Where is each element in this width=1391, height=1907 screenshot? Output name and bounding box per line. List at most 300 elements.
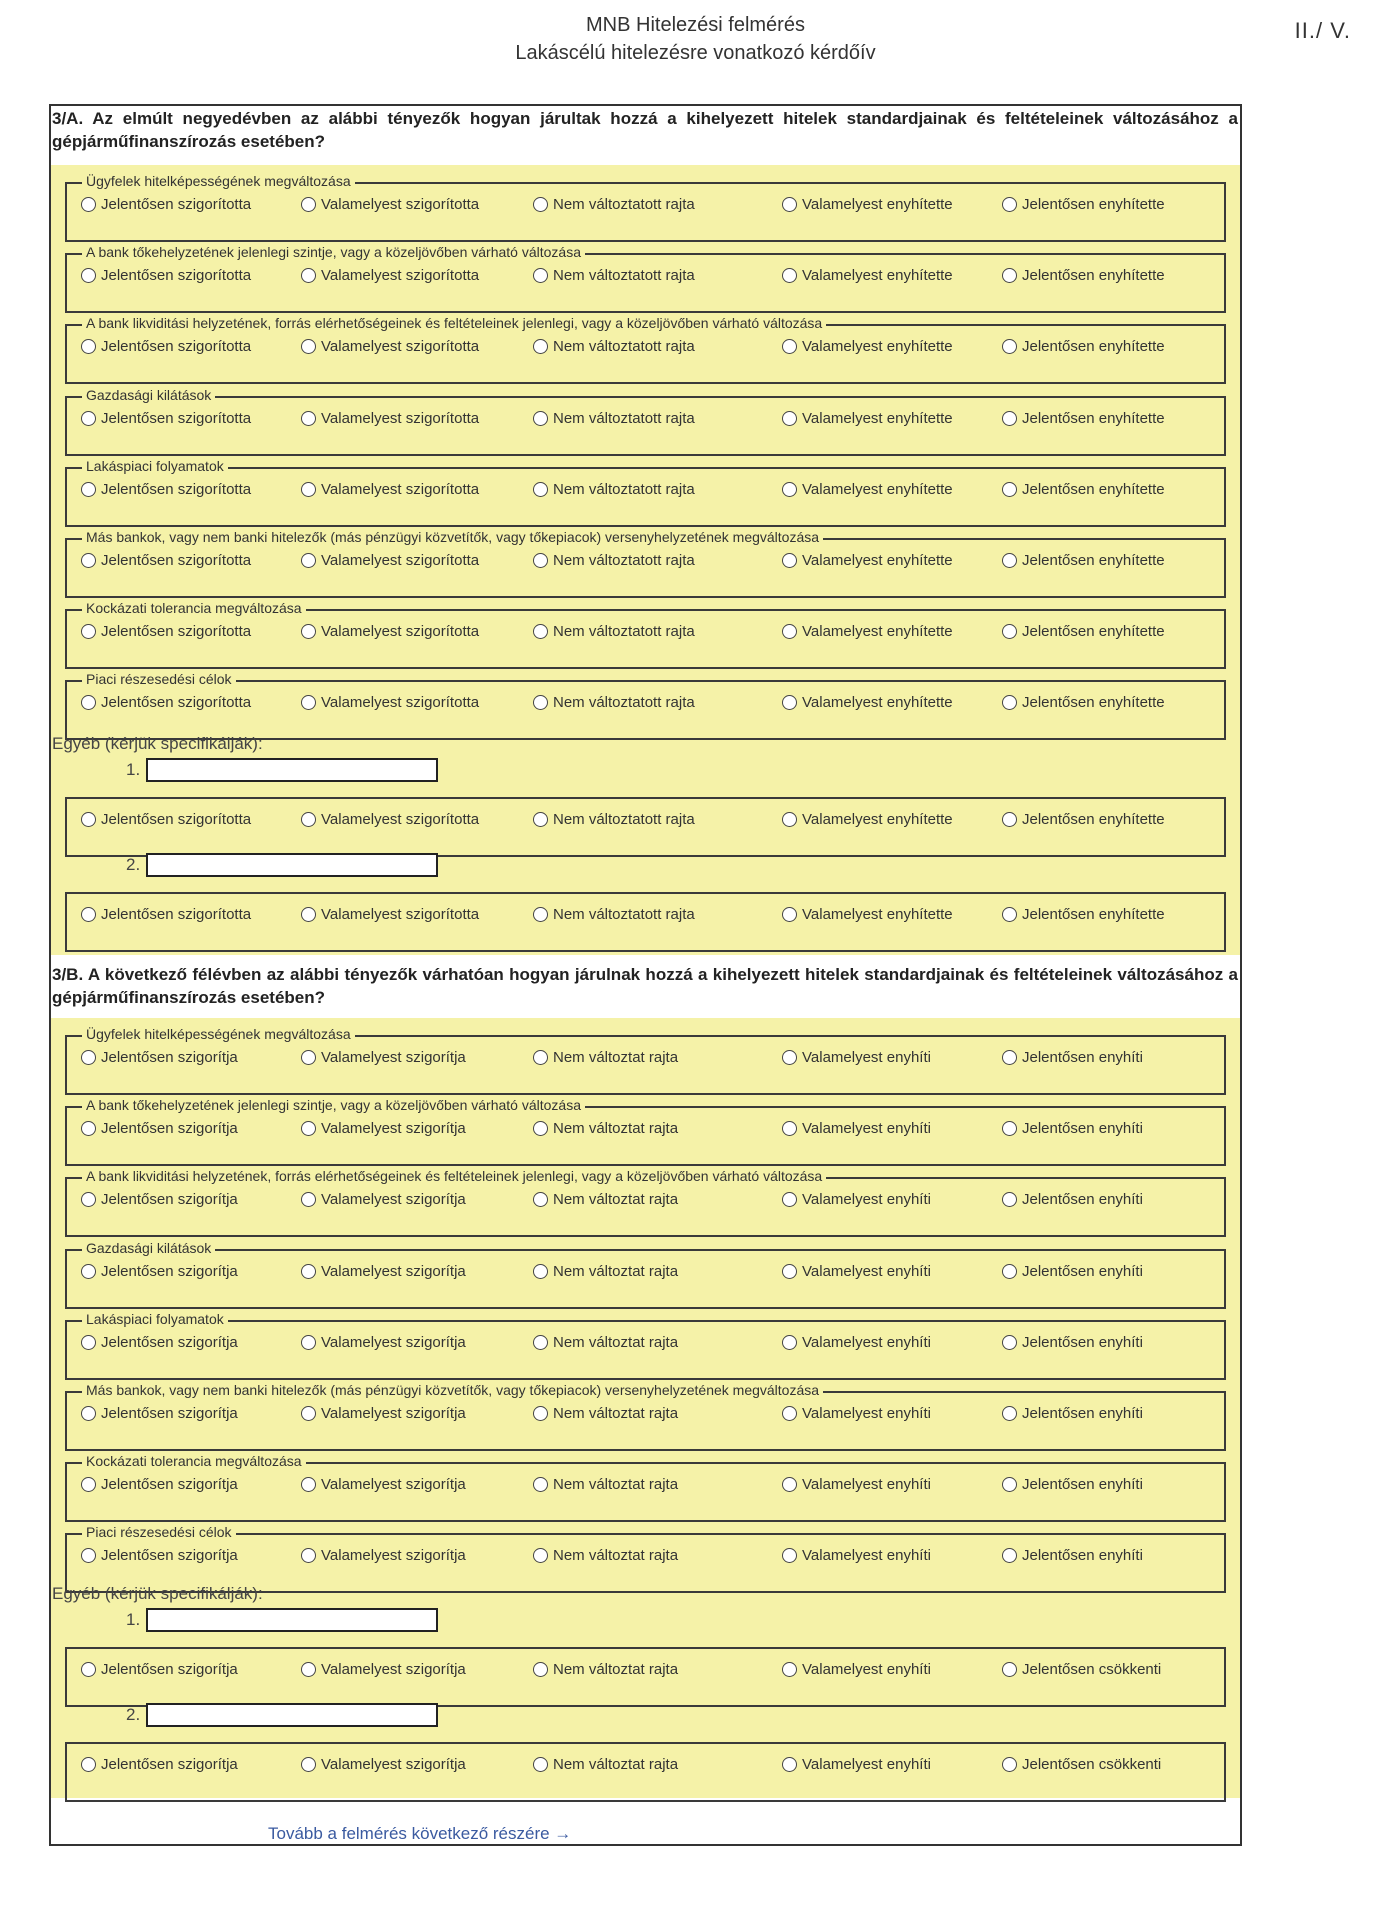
radio-option-label: Jelentősen enyhítette	[1022, 623, 1165, 640]
radio-button[interactable]	[301, 907, 316, 922]
radio-option-3[interactable]	[782, 1756, 931, 1773]
radio-option-1[interactable]	[301, 623, 479, 640]
radio-option-label: Nem változtatott rajta	[553, 196, 695, 213]
radio-button[interactable]	[1002, 197, 1017, 212]
factor-fieldset-a-3	[65, 387, 1226, 456]
factor-fieldset-a-other-2	[65, 892, 1226, 952]
radio-button[interactable]	[1002, 1548, 1017, 1563]
radio-button[interactable]	[533, 1757, 548, 1772]
radio-option-0[interactable]	[81, 1756, 238, 1773]
radio-button[interactable]	[782, 624, 797, 639]
radio-button[interactable]	[782, 1548, 797, 1563]
radio-button[interactable]	[301, 1662, 316, 1677]
radio-option-label: Jelentősen enyhíti	[1022, 1547, 1143, 1564]
radio-option-0[interactable]	[81, 481, 251, 498]
radio-button[interactable]	[1002, 624, 1017, 639]
radio-option-label: Valamelyest enyhíti	[802, 1263, 931, 1280]
radio-option-label: Jelentősen enyhítette	[1022, 338, 1165, 355]
radio-option-1[interactable]	[301, 1334, 466, 1351]
radio-button[interactable]	[1002, 1192, 1017, 1207]
radio-button[interactable]	[1002, 1406, 1017, 1421]
radio-option-2[interactable]	[533, 1405, 678, 1422]
radio-button[interactable]	[81, 1757, 96, 1772]
radio-button[interactable]	[533, 1121, 548, 1136]
radio-option-1[interactable]	[301, 1263, 466, 1280]
page-number: II./ V.	[1294, 18, 1351, 43]
radio-button[interactable]	[533, 812, 548, 827]
radio-option-3[interactable]	[782, 267, 953, 284]
radio-button[interactable]	[81, 1477, 96, 1492]
radio-option-0[interactable]	[81, 1263, 238, 1280]
radio-option-2[interactable]	[533, 481, 695, 498]
radio-option-label: Jelentősen szigorítja	[101, 1334, 238, 1351]
radio-option-3[interactable]	[782, 811, 953, 828]
radio-option-label: Jelentősen enyhítette	[1022, 811, 1165, 828]
radio-option-label: Valamelyest szigorítja	[321, 1661, 466, 1678]
radio-button[interactable]	[301, 1406, 316, 1421]
radio-option-2[interactable]	[533, 1263, 678, 1280]
radio-option-3[interactable]	[782, 481, 953, 498]
other-2-input-3b[interactable]	[146, 1703, 438, 1727]
radio-option-1[interactable]	[301, 1049, 466, 1066]
radio-button[interactable]	[533, 268, 548, 283]
radio-option-label: Valamelyest enyhítette	[802, 338, 953, 355]
radio-option-0[interactable]	[81, 267, 251, 284]
radio-option-1[interactable]	[301, 1191, 466, 1208]
radio-option-2[interactable]	[533, 267, 695, 284]
radio-option-0[interactable]	[81, 1476, 238, 1493]
radio-option-3[interactable]	[782, 1263, 931, 1280]
radio-button[interactable]	[301, 339, 316, 354]
radio-option-label: Nem változtatott rajta	[553, 552, 695, 569]
radio-option-label: Valamelyest enyhítette	[802, 623, 953, 640]
radio-option-0[interactable]	[81, 1405, 238, 1422]
radio-option-label: Valamelyest enyhíti	[802, 1547, 931, 1564]
factor-label: A bank tőkehelyzetének jelenlegi szintje, vagy a közeljövőben várható változása	[82, 244, 585, 260]
radio-option-4[interactable]	[1002, 338, 1165, 355]
radio-button[interactable]	[81, 1192, 96, 1207]
other-2-label-3a: 2.	[126, 855, 141, 874]
radio-option-3[interactable]	[782, 623, 953, 640]
radio-button[interactable]	[533, 1050, 548, 1065]
radio-option-4[interactable]	[1002, 410, 1165, 427]
radio-button[interactable]	[1002, 1662, 1017, 1677]
radio-option-2[interactable]	[533, 906, 695, 923]
radio-button[interactable]	[301, 695, 316, 710]
radio-option-4[interactable]	[1002, 552, 1165, 569]
radio-button[interactable]	[782, 1192, 797, 1207]
radio-option-4[interactable]	[1002, 811, 1165, 828]
radio-option-label: Nem változtatott rajta	[553, 481, 695, 498]
radio-button[interactable]	[533, 1662, 548, 1677]
radio-button[interactable]	[301, 1477, 316, 1492]
radio-button[interactable]	[1002, 1757, 1017, 1772]
radio-button[interactable]	[1002, 1050, 1017, 1065]
radio-button[interactable]	[782, 553, 797, 568]
radio-option-label: Valamelyest enyhítette	[802, 906, 953, 923]
radio-button[interactable]	[782, 268, 797, 283]
radio-option-2[interactable]	[533, 694, 695, 711]
radio-option-1[interactable]	[301, 906, 479, 923]
radio-button[interactable]	[81, 1050, 96, 1065]
factor-fieldset-b-2	[65, 1168, 1226, 1237]
radio-button[interactable]	[301, 411, 316, 426]
radio-button[interactable]	[782, 1406, 797, 1421]
radio-option-4[interactable]	[1002, 1547, 1143, 1564]
factor-fieldset-a-other-1	[65, 797, 1226, 857]
factor-label: Ügyfelek hitelképességének megváltozása	[82, 173, 355, 189]
question-3a-title: 3/A. Az elmúlt negyedévben az alábbi tényezők hogyan járultak hozzá a kihelyezett hitelek standardjainak és feltételeinek változásához a gépjárműfinanszírozás esetében?	[52, 109, 1238, 151]
radio-option-label: Nem változtatott rajta	[553, 694, 695, 711]
survey-title: MNB Hitelezési felmérés	[586, 14, 805, 36]
radio-button[interactable]	[782, 1757, 797, 1772]
factor-fieldset-b-4	[65, 1311, 1226, 1380]
radio-option-2[interactable]	[533, 1476, 678, 1493]
radio-option-4[interactable]	[1002, 1334, 1143, 1351]
radio-button[interactable]	[81, 1121, 96, 1136]
radio-option-label: Nem változtatott rajta	[553, 338, 695, 355]
factor-fieldset-a-4	[65, 458, 1226, 527]
factor-fieldset-b-3	[65, 1240, 1226, 1309]
radio-option-4[interactable]	[1002, 1191, 1143, 1208]
other-label-3a: Egyéb (kérjük specifikálják):	[52, 734, 263, 753]
radio-option-label: Jelentősen enyhítette	[1022, 410, 1165, 427]
radio-option-1[interactable]	[301, 694, 479, 711]
radio-option-1[interactable]	[301, 1756, 466, 1773]
radio-option-2[interactable]	[533, 623, 695, 640]
next-section-link[interactable]: Tovább a felmérés következő részére →	[268, 1824, 572, 1843]
radio-button[interactable]	[1002, 907, 1017, 922]
radio-button[interactable]	[533, 339, 548, 354]
radio-button[interactable]	[301, 553, 316, 568]
factor-label: Más bankok, vagy nem banki hitelezők (más pénzügyi közvetítők, vagy tőkepiacok) versenyhelyzetének megváltozása	[82, 1382, 823, 1398]
radio-option-0[interactable]	[81, 1049, 238, 1066]
radio-button[interactable]	[1002, 812, 1017, 827]
radio-button[interactable]	[1002, 695, 1017, 710]
radio-option-label: Valamelyest enyhíti	[802, 1191, 931, 1208]
radio-button[interactable]	[1002, 1477, 1017, 1492]
radio-option-1[interactable]	[301, 196, 479, 213]
radio-button[interactable]	[81, 695, 96, 710]
radio-option-2[interactable]	[533, 1756, 678, 1773]
radio-option-label: Jelentősen szigorította	[101, 196, 252, 213]
radio-button[interactable]	[1002, 268, 1017, 283]
radio-option-4[interactable]	[1002, 1661, 1161, 1678]
radio-option-label: Valamelyest szigorítja	[321, 1120, 466, 1137]
radio-button[interactable]	[533, 1406, 548, 1421]
radio-option-0[interactable]	[81, 906, 251, 923]
radio-option-4[interactable]	[1002, 1263, 1143, 1280]
radio-option-label: Nem változtatott rajta	[553, 811, 695, 828]
radio-option-label: Valamelyest szigorítja	[321, 1756, 466, 1773]
radio-option-label: Jelentősen enyhíti	[1022, 1476, 1143, 1493]
radio-option-0[interactable]	[81, 410, 251, 427]
radio-option-label: Valamelyest enyhíti	[802, 1049, 931, 1066]
radio-option-4[interactable]	[1002, 1476, 1143, 1493]
radio-button[interactable]	[81, 411, 96, 426]
radio-option-0[interactable]	[81, 811, 251, 828]
radio-option-3[interactable]	[782, 552, 953, 569]
radio-option-3[interactable]	[782, 694, 953, 711]
radio-option-label: Nem változtat rajta	[553, 1334, 679, 1351]
radio-option-3[interactable]	[782, 1405, 931, 1422]
radio-button[interactable]	[81, 812, 96, 827]
radio-button[interactable]	[533, 1477, 548, 1492]
radio-button[interactable]	[533, 1335, 548, 1350]
radio-option-3[interactable]	[782, 906, 953, 923]
radio-button[interactable]	[1002, 1335, 1017, 1350]
radio-option-label: Jelentősen enyhítette	[1022, 552, 1165, 569]
radio-option-label: Valamelyest szigorítja	[321, 1049, 466, 1066]
radio-option-label: Valamelyest szigorította	[321, 196, 480, 213]
radio-option-2[interactable]	[533, 1191, 678, 1208]
radio-option-0[interactable]	[81, 552, 251, 569]
radio-button[interactable]	[533, 1264, 548, 1279]
radio-option-label: Valamelyest szigorította	[321, 267, 480, 284]
radio-button[interactable]	[1002, 339, 1017, 354]
radio-button[interactable]	[301, 1757, 316, 1772]
radio-button[interactable]	[1002, 411, 1017, 426]
radio-option-label: Nem változtat rajta	[553, 1547, 679, 1564]
radio-option-0[interactable]	[81, 196, 251, 213]
radio-button[interactable]	[301, 1335, 316, 1350]
radio-option-label: Valamelyest enyhítette	[802, 410, 953, 427]
radio-option-3[interactable]	[782, 1476, 931, 1493]
other-1-label-3a: 1.	[126, 760, 141, 779]
radio-option-label: Valamelyest enyhítette	[802, 811, 953, 828]
radio-option-1[interactable]	[301, 552, 479, 569]
radio-option-4[interactable]	[1002, 623, 1165, 640]
factor-label: Piaci részesedési célok	[82, 671, 236, 687]
radio-button[interactable]	[533, 482, 548, 497]
radio-option-label: Nem változtatott rajta	[553, 410, 695, 427]
radio-option-label: Nem változtat rajta	[553, 1405, 679, 1422]
radio-option-1[interactable]	[301, 1405, 466, 1422]
factor-fieldset-a-1	[65, 244, 1226, 313]
radio-option-4[interactable]	[1002, 906, 1165, 923]
radio-button[interactable]	[81, 339, 96, 354]
radio-option-label: Jelentősen enyhítette	[1022, 267, 1165, 284]
radio-option-0[interactable]	[81, 1334, 238, 1351]
radio-option-2[interactable]	[533, 1120, 678, 1137]
radio-button[interactable]	[81, 1406, 96, 1421]
radio-option-label: Nem változtat rajta	[553, 1476, 679, 1493]
other-2-input-3a[interactable]	[146, 853, 438, 877]
radio-button[interactable]	[533, 695, 548, 710]
radio-button[interactable]	[1002, 553, 1017, 568]
radio-option-1[interactable]	[301, 481, 479, 498]
radio-button[interactable]	[1002, 1264, 1017, 1279]
radio-option-label: Jelentősen enyhítette	[1022, 481, 1165, 498]
factor-label: Kockázati tolerancia megváltozása	[82, 600, 306, 616]
radio-option-0[interactable]	[81, 694, 251, 711]
question-3b-title: 3/B. A következő félévben az alábbi tényezők várhatóan hogyan járulnak hozzá a kihelyezett hitelek standardjainak és feltételeinek változásához a gépjárműfinanszírozás esetében?	[52, 965, 1238, 1007]
radio-option-0[interactable]	[81, 338, 251, 355]
radio-option-label: Valamelyest szigorítja	[321, 1405, 466, 1422]
radio-button[interactable]	[533, 907, 548, 922]
radio-option-2[interactable]	[533, 1547, 678, 1564]
radio-option-2[interactable]	[533, 410, 695, 427]
radio-button[interactable]	[533, 411, 548, 426]
radio-option-0[interactable]	[81, 1547, 238, 1564]
radio-option-label: Valamelyest szigorította	[321, 552, 480, 569]
radio-button[interactable]	[301, 624, 316, 639]
radio-option-label: Jelentősen szigorítja	[101, 1191, 238, 1208]
radio-option-label: Jelentősen szigorítja	[101, 1263, 238, 1280]
factor-label: Más bankok, vagy nem banki hitelezők (más pénzügyi közvetítők, vagy tőkepiacok) versenyhelyzetének megváltozása	[82, 529, 823, 545]
survey-subtitle: Lakáscélú hitelezésre vonatkozó kérdőív	[515, 42, 876, 64]
radio-option-3[interactable]	[782, 338, 953, 355]
radio-button[interactable]	[782, 1335, 797, 1350]
radio-option-label: Valamelyest enyhíti	[802, 1756, 931, 1773]
radio-option-label: Jelentősen szigorítja	[101, 1756, 238, 1773]
radio-option-4[interactable]	[1002, 1756, 1161, 1773]
radio-option-4[interactable]	[1002, 267, 1165, 284]
factor-fieldset-a-7	[65, 671, 1226, 740]
radio-option-1[interactable]	[301, 410, 479, 427]
radio-button[interactable]	[533, 624, 548, 639]
factor-label: Lakáspiaci folyamatok	[82, 1311, 228, 1327]
radio-option-label: Valamelyest szigorította	[321, 338, 480, 355]
radio-option-label: Jelentősen szigorította	[101, 481, 252, 498]
factor-label: A bank likviditási helyzetének, forrás elérhetőségeinek és feltételeinek jelenlegi, vagy a közeljövőben várható változása	[82, 315, 826, 331]
radio-option-1[interactable]	[301, 1476, 466, 1493]
radio-option-2[interactable]	[533, 338, 695, 355]
radio-option-4[interactable]	[1002, 694, 1165, 711]
radio-option-2[interactable]	[533, 196, 695, 213]
radio-option-1[interactable]	[301, 1547, 466, 1564]
radio-button[interactable]	[81, 624, 96, 639]
radio-option-label: Valamelyest szigorítja	[321, 1476, 466, 1493]
radio-button[interactable]	[301, 268, 316, 283]
other-label-3b: Egyéb (kérjük specifikálják):	[52, 1584, 263, 1603]
radio-button[interactable]	[533, 553, 548, 568]
factor-fieldset-b-5	[65, 1382, 1226, 1451]
radio-button[interactable]	[81, 268, 96, 283]
radio-button[interactable]	[1002, 1121, 1017, 1136]
radio-option-label: Jelentősen szigorítja	[101, 1405, 238, 1422]
radio-option-4[interactable]	[1002, 1120, 1143, 1137]
radio-option-label: Jelentősen enyhíti	[1022, 1049, 1143, 1066]
factor-fieldset-b-1	[65, 1097, 1226, 1166]
radio-button[interactable]	[782, 812, 797, 827]
radio-option-1[interactable]	[301, 267, 479, 284]
factor-label: Piaci részesedési célok	[82, 1524, 236, 1540]
radio-option-label: Valamelyest enyhíti	[802, 1334, 931, 1351]
factor-label: A bank likviditási helyzetének, forrás elérhetőségeinek és feltételeinek jelenlegi, vagy a közeljövőben várható változása	[82, 1168, 826, 1184]
radio-option-label: Jelentősen enyhítette	[1022, 906, 1165, 923]
radio-option-2[interactable]	[533, 811, 695, 828]
radio-option-1[interactable]	[301, 338, 479, 355]
radio-option-3[interactable]	[782, 410, 953, 427]
radio-button[interactable]	[81, 1264, 96, 1279]
radio-option-label: Jelentősen szigorította	[101, 267, 252, 284]
radio-option-4[interactable]	[1002, 1405, 1143, 1422]
radio-option-3[interactable]	[782, 1191, 931, 1208]
radio-button[interactable]	[301, 1264, 316, 1279]
radio-button[interactable]	[782, 1121, 797, 1136]
radio-option-0[interactable]	[81, 1661, 238, 1678]
radio-option-2[interactable]	[533, 1049, 678, 1066]
radio-button[interactable]	[301, 1050, 316, 1065]
radio-button[interactable]	[782, 411, 797, 426]
radio-button[interactable]	[81, 907, 96, 922]
radio-option-label: Nem változtatott rajta	[553, 623, 695, 640]
radio-button[interactable]	[301, 812, 316, 827]
radio-option-label: Nem változtat rajta	[553, 1756, 679, 1773]
radio-option-4[interactable]	[1002, 1049, 1143, 1066]
radio-button[interactable]	[782, 482, 797, 497]
radio-option-3[interactable]	[782, 1547, 931, 1564]
radio-option-3[interactable]	[782, 1661, 931, 1678]
radio-button[interactable]	[782, 197, 797, 212]
radio-option-2[interactable]	[533, 1661, 678, 1678]
radio-option-3[interactable]	[782, 1049, 931, 1066]
radio-button[interactable]	[782, 1662, 797, 1677]
radio-button[interactable]	[1002, 482, 1017, 497]
radio-option-label: Jelentősen enyhíti	[1022, 1334, 1143, 1351]
radio-button[interactable]	[81, 553, 96, 568]
radio-button[interactable]	[81, 1548, 96, 1563]
radio-option-4[interactable]	[1002, 481, 1165, 498]
radio-option-0[interactable]	[81, 1120, 238, 1137]
radio-option-3[interactable]	[782, 196, 953, 213]
other-1-input-3a[interactable]	[146, 758, 438, 782]
radio-button[interactable]	[81, 482, 96, 497]
radio-button[interactable]	[533, 1548, 548, 1563]
radio-button[interactable]	[301, 1192, 316, 1207]
radio-button[interactable]	[782, 1050, 797, 1065]
radio-option-2[interactable]	[533, 1334, 678, 1351]
factor-fieldset-a-2	[65, 315, 1226, 384]
radio-button[interactable]	[301, 1121, 316, 1136]
radio-button[interactable]	[301, 482, 316, 497]
radio-button[interactable]	[81, 1662, 96, 1677]
radio-option-label: Jelentősen szigorítja	[101, 1476, 238, 1493]
radio-option-2[interactable]	[533, 552, 695, 569]
other-2-label-3b: 2.	[126, 1705, 141, 1724]
radio-option-1[interactable]	[301, 811, 479, 828]
radio-option-3[interactable]	[782, 1120, 931, 1137]
radio-button[interactable]	[533, 197, 548, 212]
radio-option-label: Valamelyest szigorította	[321, 410, 480, 427]
radio-button[interactable]	[81, 1335, 96, 1350]
radio-option-label: Jelentősen enyhítette	[1022, 196, 1165, 213]
radio-option-label: Jelentősen szigorította	[101, 338, 252, 355]
radio-button[interactable]	[782, 1264, 797, 1279]
radio-button[interactable]	[782, 695, 797, 710]
radio-button[interactable]	[301, 197, 316, 212]
radio-button[interactable]	[81, 197, 96, 212]
radio-option-0[interactable]	[81, 1191, 238, 1208]
radio-option-label: Nem változtatott rajta	[553, 906, 695, 923]
factor-fieldset-a-6	[65, 600, 1226, 669]
radio-option-1[interactable]	[301, 1120, 466, 1137]
radio-button[interactable]	[782, 907, 797, 922]
radio-button[interactable]	[533, 1192, 548, 1207]
radio-option-label: Nem változtat rajta	[553, 1049, 679, 1066]
radio-button[interactable]	[301, 1548, 316, 1563]
radio-option-4[interactable]	[1002, 196, 1165, 213]
radio-option-3[interactable]	[782, 1334, 931, 1351]
radio-option-label: Valamelyest enyhítette	[802, 481, 953, 498]
radio-option-0[interactable]	[81, 623, 251, 640]
radio-button[interactable]	[782, 1477, 797, 1492]
radio-option-label: Jelentősen enyhíti	[1022, 1120, 1143, 1137]
radio-option-1[interactable]	[301, 1661, 466, 1678]
radio-button[interactable]	[782, 339, 797, 354]
other-1-input-3b[interactable]	[146, 1608, 438, 1632]
